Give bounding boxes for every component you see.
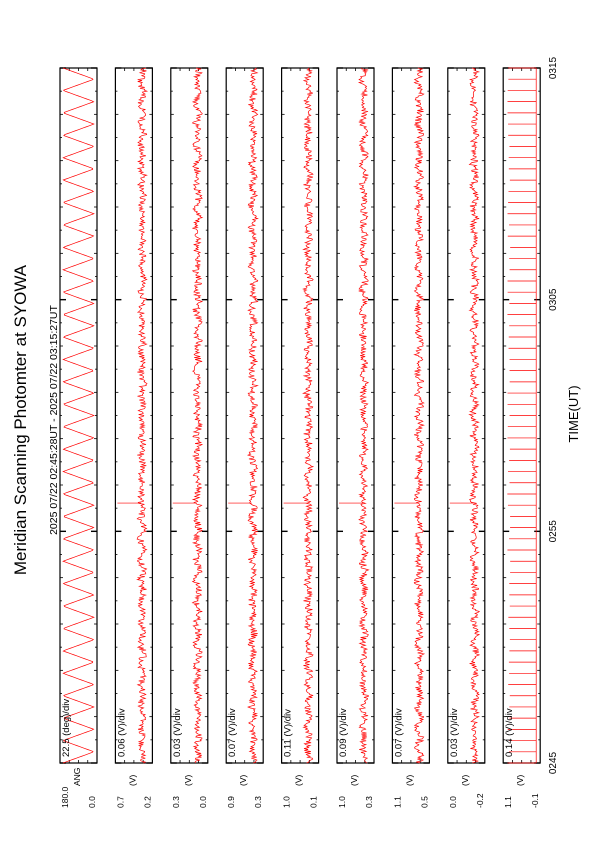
panels-group: [60, 68, 540, 808]
panel-frame: [282, 68, 319, 763]
time-range-label: 2025 07/22 02:45:28UT - 2025 07/22 03:15:27UT: [48, 305, 60, 535]
panel-unit-label: (V): [404, 774, 415, 786]
panel-0: [60, 68, 97, 808]
panel-tick-max: 180.0: [60, 786, 70, 808]
panel-trace: [507, 68, 536, 763]
panel-trace: [228, 68, 258, 763]
panel-trace: [394, 68, 424, 763]
panel-tick-min: -0.1: [530, 793, 541, 808]
panel-tick-min: 0.5: [419, 796, 430, 808]
x-tick-label: 0315: [548, 56, 559, 80]
panel-unit-label: ANG: [72, 767, 82, 786]
panel-unit-label: (V): [127, 774, 138, 786]
panel-tick-max: 1.1: [392, 796, 403, 808]
panel-scale-label: 0.14 (V)/div: [504, 708, 516, 757]
panel-unit-label: (V): [349, 774, 359, 786]
panel-2: [171, 68, 208, 808]
panel-scale-label: 0.03 (V)/div: [448, 708, 460, 757]
panel-scale-label: 0.09 (V)/div: [338, 708, 349, 757]
panel-trace: [339, 68, 369, 763]
x-tick-labels: [548, 56, 559, 774]
panel-unit-label: (V): [515, 774, 526, 786]
panel-tick-max: 1.1: [503, 796, 514, 808]
panel-tick-max: 0.0: [447, 796, 458, 808]
panel-scale-label: 0.07 (V)/div: [393, 708, 405, 757]
panel-tick-max: 1.0: [337, 796, 347, 808]
panel-tick-max: 0.7: [115, 796, 126, 808]
panel-unit-label: (V): [238, 774, 249, 786]
panel-tick-max: 1.0: [281, 796, 292, 808]
panel-6: [392, 68, 429, 808]
panel-scale-label: 22.5 (deg)/div: [61, 698, 72, 757]
panel-7: [448, 68, 485, 808]
panel-tick-min: 0.3: [364, 796, 374, 808]
panel-tick-min: 0.2: [142, 796, 153, 808]
panel-5: [337, 68, 374, 808]
panel-frame: [171, 68, 208, 763]
panel-scale-label: 0.03 (V)/div: [171, 708, 183, 757]
panel-unit-label: (V): [459, 774, 470, 786]
x-tick-label: 0255: [548, 520, 559, 543]
panel-trace: [63, 68, 94, 763]
panel-trace: [173, 68, 203, 763]
panel-tick-min: -0.2: [474, 793, 485, 808]
panel-tick-min: 0.0: [87, 796, 97, 808]
panel-4: [282, 68, 319, 808]
panel-3: [226, 68, 263, 808]
panel-tick-max: 0.9: [226, 796, 237, 808]
panel-frame: [392, 68, 429, 763]
panel-frame: [337, 68, 374, 763]
panel-frame: [226, 68, 263, 763]
panel-tick-min: 0.0: [197, 796, 208, 808]
panel-frame: [60, 68, 97, 763]
panel-frame: [115, 68, 152, 763]
panel-unit-label: (V): [182, 774, 193, 786]
panel-trace: [117, 68, 147, 763]
panel-trace: [284, 68, 314, 763]
x-axis-label: TIME(UT): [566, 385, 581, 443]
panel-frame: [448, 68, 485, 763]
x-tick-label: 0245: [548, 751, 559, 775]
x-tick-label: 0305: [548, 288, 559, 311]
panel-tick-min: 0.3: [253, 796, 264, 808]
panel-tick-min: 0.1: [308, 796, 319, 808]
panel-8: [503, 68, 540, 808]
panel-tick-max: 0.3: [170, 796, 181, 808]
panel-scale-label: 0.06 (V)/div: [116, 708, 128, 757]
panel-scale-label: 0.11 (V)/div: [282, 709, 294, 757]
panel-scale-label: 0.07 (V)/div: [227, 708, 239, 757]
panel-1: [115, 68, 152, 808]
panel-trace: [450, 68, 479, 763]
panel-unit-label: (V): [293, 774, 304, 786]
chart-title: Meridian Scanning Photomter at SYOWA: [11, 264, 30, 576]
